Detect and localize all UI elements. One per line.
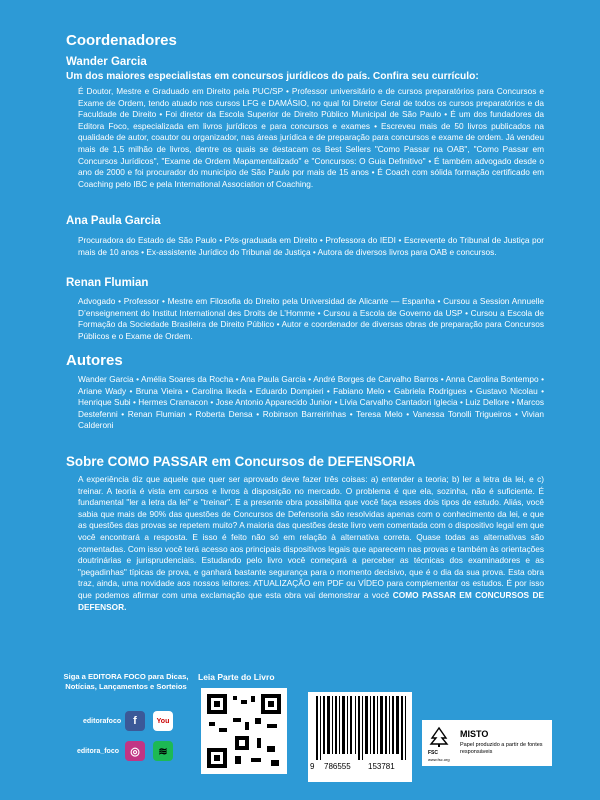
misto-label: MISTO xyxy=(460,729,489,739)
section-heading-sobre: Sobre COMO PASSAR em Concursos de DEFENSORIA xyxy=(66,454,416,469)
coordinator-lead-wander: Um dos maiores especialistas em concursos jurídicos do país. Confira seu currículo: xyxy=(66,71,479,82)
follow-text: Siga a EDITORA FOCO para Dicas, Notícias, Lançamentos e Sorteios xyxy=(63,672,189,691)
coordinator-bio-renan: Advogado • Professor • Mestre em Filosofia do Direito pela Universidad de Alicante — Espanha • Cursou a Session Annuelle D’enseignement do Institut International des Droits de L’Homme • Cursou a Escola de Governo da USP • Cursou a Escola de Formação da Sociedade Brasileira de Direito Público • Autor e coordenador de diversas obras de preparação para Concursos Públicos e o Exame de Ordem. xyxy=(78,296,544,341)
coordinator-bio-wander: É Doutor, Mestre e Graduado em Direito pela PUC/SP • Professor universitário e de cursos preparatórios para Concursos e Exame de Ordem, tendo atuado nos cursos LFG e DAMÁSIO, no qual foi Diretor Geral de todos os cursos preparatórios e da Faculdade de Direito • Foi diretor da Escola Superior de Direito Público Municipal de São Paulo • É um dos fundadores da Editora Foco, especializada em livros jurídicos e para concursos e exames • Escreveu mais de 50 livros publicados na qualidade de autor, coautor ou organizador, nas áreas jurídica e de preparação para concursos e exame de ordem. Já vendeu mais de 1,5 milhão de livros, dentre os quais se destacam os Best Sellers "Como Passar na OAB", "Como Passar em Concursos Jurídicos", "Exame de Ordem Mapamentalizado" e "Concursos: O Guia Definitivo" • É também advogado desde o ano de 2000 e foi procurador do município de São Paulo por mais de 15 anos • É Coach com sólida formação certificado em Coaching pelo IBC e pela International Association of Coaching. xyxy=(78,86,544,189)
coordinator-name-wander: Wander Garcia xyxy=(66,56,147,68)
leia-label: Leia Parte do Livro xyxy=(198,672,275,682)
authors-list: Wander Garcia • Amélia Soares da Rocha • Ana Paula Garcia • André Borges de Carvalho Barros • Anna Carolina Bontempo • Ariane Wady • Bruna Vieira • Carolina Ikeda • Eduardo Dompieri • Fabiano Melo • Gabriela Rodrigues • Gustavo Nicolau • Henrique Subi • Hermes Cramacon • Jose Antonio Apparecido Junior • Lívia Carvalho Cantadori Iglecia • Luiz Dellore • Marcos Destefenni • Renan Flumian • Roberta Densa • Robinson Barreirinhas • Teresa Melo • Vanessa Tonolli Trigueiros • Vivian Calderoni xyxy=(78,374,544,431)
barcode xyxy=(308,692,412,782)
spotify-icon[interactable]: ≋ xyxy=(153,741,173,761)
qr-code[interactable] xyxy=(201,688,287,774)
sobre-text xyxy=(78,474,544,613)
youtube-icon[interactable]: You xyxy=(153,711,173,731)
coordinator-name-ana: Ana Paula Garcia xyxy=(66,215,161,227)
handle-editora-foco: editora_foco xyxy=(77,748,120,755)
sobre-body: A experiência diz que aquele que quer ser aprovado deve fazer três coisas: a) entender a teoria; b) ler a letra da lei, e c) treinar. A teoria é vista em cursos e livros à disposição no mercado. O problema é que ela, sozinha, não é suficiente. É fundamental "ler a letra da lei" e "treinar". E a presente obra possibilita que você faça esses dois tipos de estudo. Aliás, você sabia que mais de 90% das questões de Concursos de Defensoria são resolvidas apenas com o conhecimento da lei, e que as questões das provas se repetem muito? A maioria das questões deste livro vem comentada com o dispositivo legal em que você encontrará a resposta. E isso é feito não só em relação à alternativa correta. Quase todas as alternativas são comentadas. Com isso você terá acesso aos principais dispositivos legais que aparecem nas provas e também às orientações doutrinárias e jurisprudenciais. Estudando pelo livro você começará a perceber as técnicas dos examinadores e as "pegadinhas" típicas de prova, e ganhará bastante segurança para o momento decisivo, que é o dia da sua prova. Esta obra traz, ainda, uma novidade aos nossos leitores: ATUALIZAÇÃO em PDF ou VÍDEO para complementar os estudos. É por isso que podemos afirmar com uma exclamação que esta obra vai demonstrar a você xyxy=(78,474,544,600)
section-heading-autores: Autores xyxy=(66,352,123,369)
coordinator-name-renan: Renan Flumian xyxy=(66,277,149,289)
barcode-digits-1: 786555 xyxy=(324,762,351,771)
facebook-icon[interactable]: f xyxy=(125,711,145,731)
coordinator-bio-ana: Procuradora do Estado de São Paulo • Pós-graduada em Direito • Professora do IEDI • Escrevente do Tribunal de Justiça por mais de 10 anos • Ex-assistente Jurídico do Tribunal de Justiça • Autora de diversos livros para OAB e concursos. xyxy=(78,235,544,257)
fsc-description: Papel produzido a partir de fontes responsáveis xyxy=(460,742,543,755)
fsc-badge xyxy=(422,720,552,766)
fsc-tree-icon xyxy=(428,726,450,748)
instagram-icon[interactable]: ◎ xyxy=(125,741,145,761)
fsc-site: www.fsc.org xyxy=(428,757,450,762)
section-heading-coordenadores: Coordenadores xyxy=(66,32,177,49)
sobre-closing: COMO PASSAR EM CONCURSOS DE DEFENSOR. xyxy=(78,589,544,612)
barcode-digit-left: 9 xyxy=(310,762,315,771)
fsc-label: FSC xyxy=(428,750,438,756)
barcode-digits-2: 153781 xyxy=(368,762,395,771)
handle-editorafoco: editorafoco xyxy=(83,718,122,725)
